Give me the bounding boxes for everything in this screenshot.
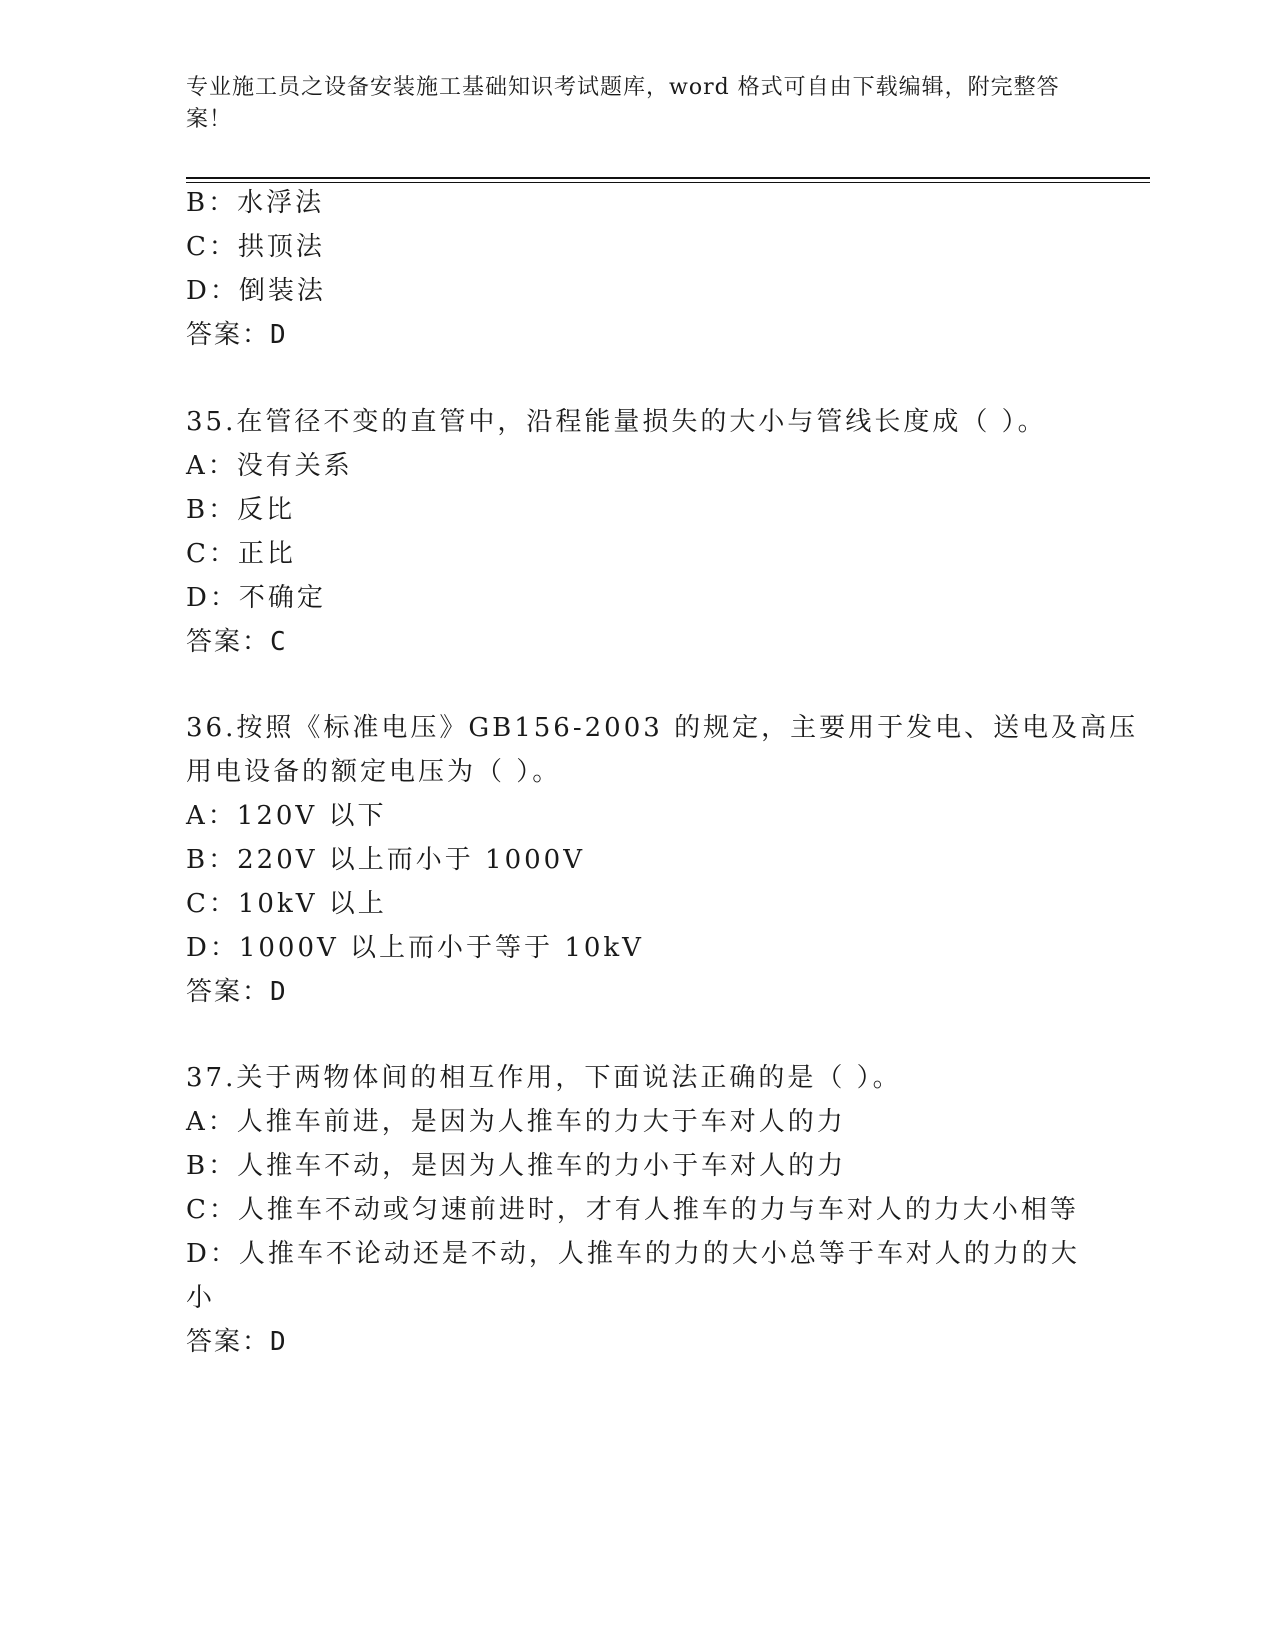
q35-answer: 答案：C <box>186 627 288 657</box>
q34-answer: 答案：D <box>186 320 288 350</box>
q34-option-d: D：倒装法 <box>186 276 326 306</box>
q37-option-b: B：人推车不动，是因为人推车的力小于车对人的力 <box>186 1151 847 1181</box>
q37-option-d: D：人推车不论动还是不动，人推车的力的大小总等于车对人的力的大 <box>186 1239 1080 1269</box>
q36-option-d: D：1000V 以上而小于等于 10kV <box>186 933 644 963</box>
header-divider <box>186 177 1150 183</box>
q35-option-b: B：反比 <box>186 495 296 525</box>
q36-option-a: A：120V 以下 <box>186 801 387 831</box>
q35-stem: 35.在管径不变的直管中，沿程能量损失的大小与管线长度成（ ）。 <box>186 407 1047 437</box>
q37-stem: 37.关于两物体间的相互作用，下面说法正确的是（ ）。 <box>186 1063 902 1093</box>
q34-option-c: C：拱顶法 <box>186 232 325 262</box>
q35-option-a: A：没有关系 <box>186 451 353 481</box>
q36-answer: 答案：D <box>186 977 288 1007</box>
q37-option-a: A：人推车前进，是因为人推车的力大于车对人的力 <box>186 1107 846 1137</box>
q37-option-d-continuation: 小 <box>186 1283 216 1313</box>
q35-option-c: C：正比 <box>186 539 296 569</box>
q37-answer: 答案：D <box>186 1327 288 1357</box>
q36-stem-line1: 36.按照《标准电压》GB156-2003 的规定，主要用于发电、送电及高压 <box>186 713 1139 743</box>
q35-option-d: D：不确定 <box>186 583 326 613</box>
q37-option-c: C：人推车不动或匀速前进时，才有人推车的力与车对人的力大小相等 <box>186 1195 1079 1225</box>
q36-option-b: B：220V 以上而小于 1000V <box>186 845 585 875</box>
page-header-title: 专业施工员之设备安装施工基础知识考试题库，word 格式可自由下载编辑，附完整答案！ <box>186 75 1060 132</box>
q36-option-c: C：10kV 以上 <box>186 889 387 919</box>
q34-option-b: B：水浮法 <box>186 188 325 218</box>
q36-stem-line2: 用电设备的额定电压为（ ）。 <box>186 757 562 787</box>
